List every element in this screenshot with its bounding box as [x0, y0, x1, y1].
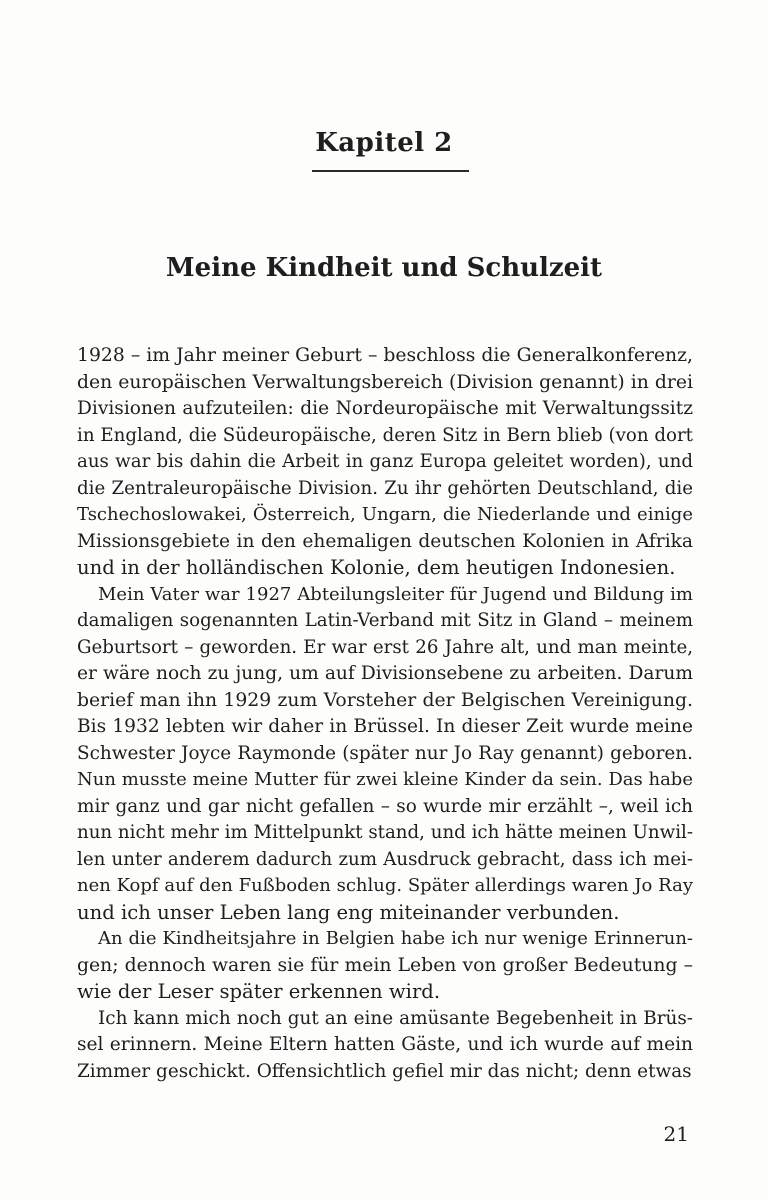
text-line: berief man ihn 1929 zum Vorsteher der Belgischen Vereinigung.	[77, 689, 693, 711]
chapter-label: Kapitel 2	[315, 128, 453, 158]
text-line: An die Kindheitsjahre in Belgien habe ich nur wenige Erinnerun-	[98, 928, 693, 949]
body-text	[77, 343, 693, 1085]
paragraph	[77, 1006, 693, 1086]
text-line: wie der Leser später erkennen wird.	[77, 980, 441, 1003]
text-line: nun nicht mehr im Mittelpunkt stand, und ich hätte meinen Unwil-	[77, 822, 693, 843]
paragraph	[77, 926, 693, 1006]
text-line: und ich unser Leben lang eng miteinander verbunden.	[77, 900, 620, 924]
text-line: den europäischen Verwaltungsbereich (Division genannt) in drei	[77, 371, 693, 393]
text-line: len unter anderem dadurch zum Ausdruck gebracht, dass ich mei-	[77, 848, 693, 870]
chapter-underline	[312, 170, 469, 172]
text-line: aus war bis dahin die Arbeit in ganz Europa geleitet worden), und	[77, 451, 693, 472]
text-line: er wäre noch zu jung, um auf Divisionsebene zu arbeiten. Darum	[77, 663, 693, 684]
text-line: Missionsgebiete in den ehemaligen deutschen Kolonien in Afrika	[77, 530, 693, 552]
text-line: Bis 1932 lebten wir daher in Brüssel. In dieser Zeit wurde meine	[77, 716, 693, 737]
text-line: 1928 – im Jahr meiner Geburt – beschloss die Generalkonferenz,	[77, 345, 693, 366]
text-line: und in der holländischen Kolonie, dem heutigen Indonesien.	[77, 556, 676, 579]
text-line: Divisionen aufzuteilen: die Nordeuropäische mit Verwaltungssitz	[77, 398, 693, 419]
text-line: sel erinnern. Meine Eltern hatten Gäste, und ich wurde auf mein	[77, 1034, 693, 1055]
text-line: Ich kann mich noch gut an eine amüsante Begebenheit in Brüs-	[98, 1007, 693, 1029]
text-line: Schwester Joyce Raymonde (später nur Jo Ray genannt) geboren.	[77, 742, 693, 764]
text-line: Nun musste meine Mutter für zwei kleine Kinder da sein. Das habe	[77, 769, 693, 790]
text-line: die Zentraleuropäische Division. Zu ihr gehörten Deutschland, die	[77, 477, 693, 499]
text-line: Tschechoslowakei, Österreich, Ungarn, die Niederlande und einige	[77, 504, 693, 525]
text-line: Mein Vater war 1927 Abteilungsleiter für Jugend und Bildung im	[98, 583, 693, 605]
text-line: in England, die Südeuropäische, deren Sitz in Bern blieb (von dort	[77, 424, 693, 446]
text-line: mir ganz und gar nicht gefallen – so wurde mir erzählt –, weil ich	[77, 795, 693, 817]
text-line: Zimmer geschickt. Offensichtlich gefiel mir das nicht; denn etwas	[77, 1060, 692, 1082]
chapter-title: Meine Kindheit und Schulzeit	[165, 253, 603, 283]
paragraph	[77, 582, 693, 927]
text-line: gen; dennoch waren sie für mein Leben von großer Bedeutung –	[77, 954, 693, 976]
text-line: Geburtsort – geworden. Er war erst 26 Jahre alt, und man meinte,	[77, 636, 693, 658]
page-number: 21	[663, 1122, 689, 1146]
paragraph	[77, 343, 693, 582]
text-line: damaligen sogenannten Latin-Verband mit Sitz in Gland – meinem	[77, 610, 693, 631]
text-line: nen Kopf auf den Fußboden schlug. Später allerdings waren Jo Ray	[77, 875, 693, 896]
